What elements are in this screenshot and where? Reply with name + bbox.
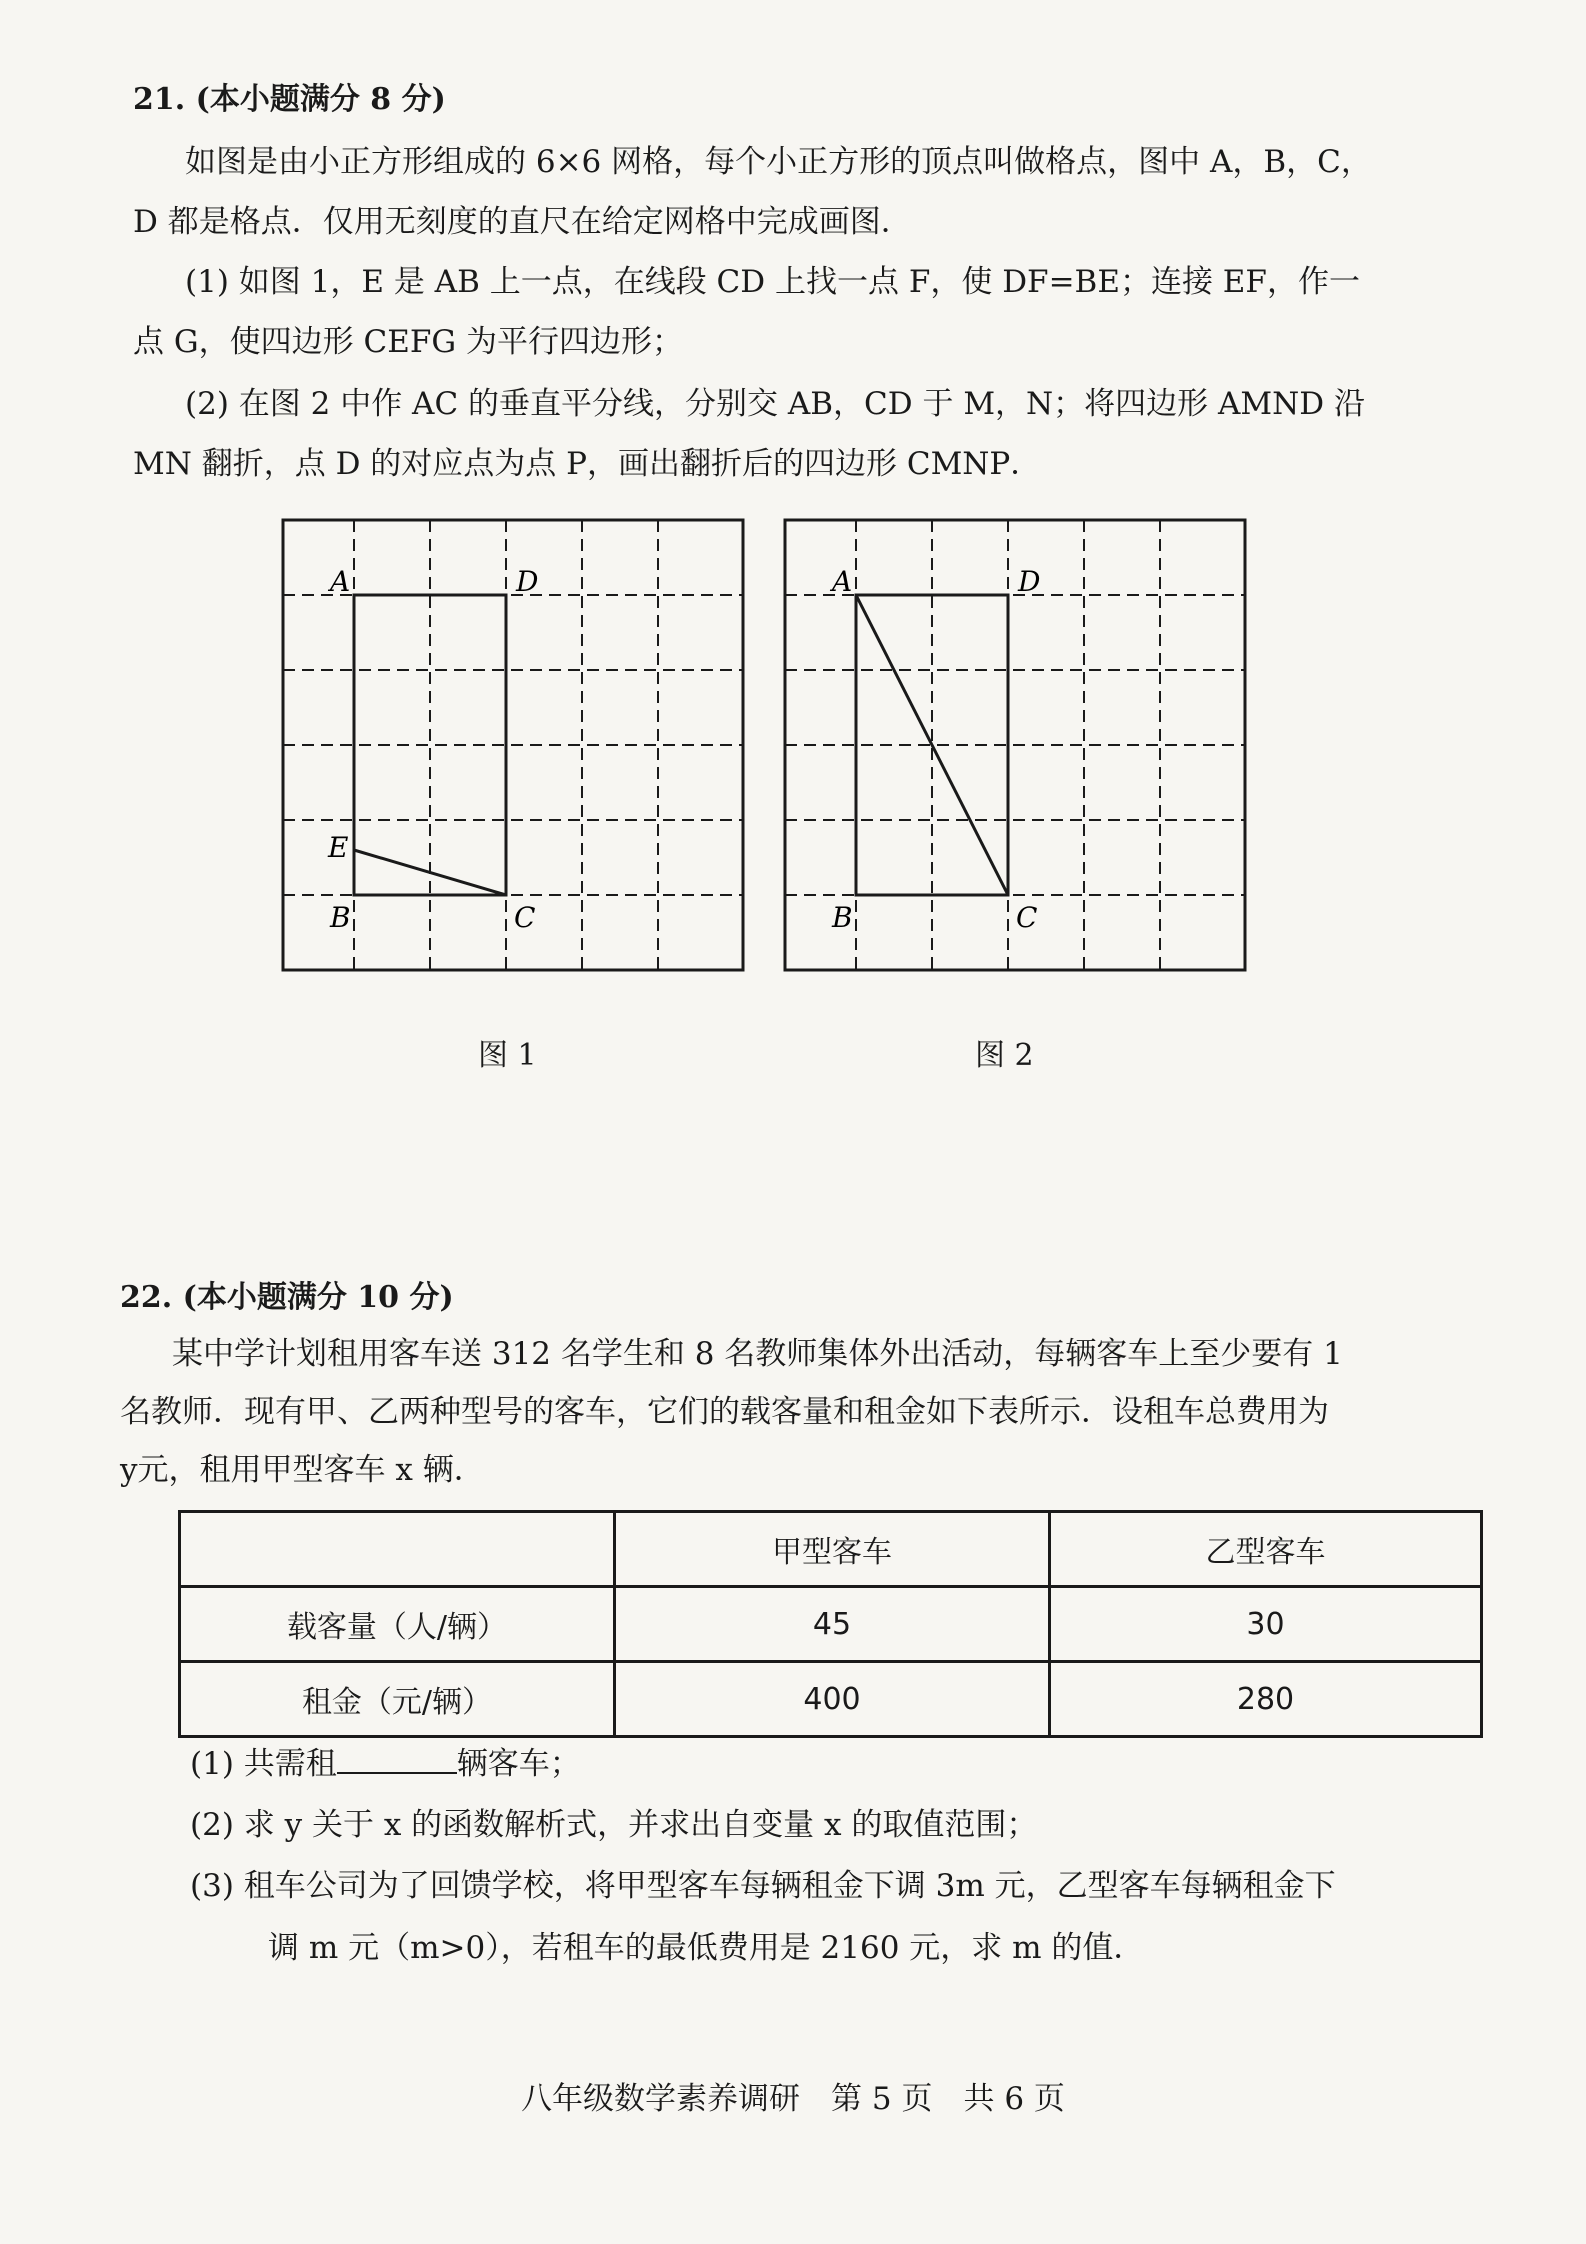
table-header-cell: 乙型客车 [1050, 1512, 1482, 1587]
label-e: E [328, 831, 349, 864]
label-a: A [832, 565, 853, 598]
q22-text-line-3: y元，租用甲型客车 x 辆． [120, 1452, 485, 1488]
figure-1-caption: 图 1 [478, 1038, 537, 1073]
table-header-cell [180, 1512, 615, 1587]
label-b: B [330, 901, 351, 934]
q21-heading: 21. (本小题满分 8 分) [133, 82, 446, 117]
table-row [180, 1662, 1482, 1737]
q21-text-line-2: D 都是格点．仅用无刻度的直尺在给定网格中完成画图． [133, 204, 912, 240]
table-cell: 载客量（人/辆） [180, 1587, 615, 1662]
q21-part2-line-2: MN 翻折，点 D 的对应点为点 P，画出翻折后的四边形 CMNP． [133, 446, 1042, 482]
figure-2-grid [780, 515, 1250, 975]
answer-blank[interactable] [337, 1742, 457, 1774]
q22-part1-prefix: (1) 共需租 [190, 1746, 337, 1782]
q21-part1-line-2: 点 G，使四边形 CEFG 为平行四边形； [133, 324, 683, 360]
label-c: C [514, 901, 536, 934]
q21-part2-line-1: (2) 在图 2 中作 AC 的垂直平分线，分别交 AB，CD 于 M，N；将四边形 AMND 沿 [185, 386, 1365, 422]
table-cell: 280 [1050, 1662, 1482, 1737]
q22-part3-line-2: 调 m 元（m>0），若租车的最低费用是 2160 元，求 m 的值． [268, 1930, 1145, 1966]
q22-part2: (2) 求 y 关于 x 的函数解析式，并求出自变量 x 的取值范围； [190, 1807, 1038, 1843]
table-header-cell: 甲型客车 [615, 1512, 1050, 1587]
table-cell: 30 [1050, 1587, 1482, 1662]
q21-text-line-1: 如图是由小正方形组成的 6×6 网格，每个小正方形的顶点叫做格点，图中 A，B，C， [185, 144, 1372, 180]
table-row [180, 1587, 1482, 1662]
q22-part1-suffix: 辆客车； [456, 1746, 581, 1782]
label-d: D [516, 565, 539, 598]
table-cell: 租金（元/辆） [180, 1662, 615, 1737]
q22-text-line-2: 名教师．现有甲、乙两种型号的客车，它们的载客量和租金如下表所示．设租车总费用为 [120, 1394, 1329, 1430]
grid-dashed-lines [785, 520, 1245, 970]
figure-2-caption: 图 2 [975, 1038, 1034, 1073]
q22-part1 [190, 1742, 581, 1784]
page-footer: 八年级数学素养调研 第 5 页 共 6 页 [521, 2081, 1065, 2117]
table-header-row [180, 1512, 1482, 1587]
q21-part1-line-1: (1) 如图 1，E 是 AB 上一点，在线段 CD 上找一点 F，使 DF=BE；连接 EF，作一 [185, 264, 1360, 300]
label-c: C [1016, 901, 1038, 934]
table-cell: 400 [615, 1662, 1050, 1737]
label-d: D [1018, 565, 1041, 598]
label-b: B [832, 901, 853, 934]
q22-part3-line-1: (3) 租车公司为了回馈学校，将甲型客车每辆租金下调 3m 元，乙型客车每辆租金下 [190, 1868, 1336, 1904]
q22-text-line-1: 某中学计划租用客车送 312 名学生和 8 名教师集体外出活动，每辆客车上至少要有 1 [172, 1336, 1343, 1372]
grid-dashed-lines [283, 520, 743, 970]
q22-heading: 22. (本小题满分 10 分) [120, 1280, 454, 1315]
label-a: A [330, 565, 351, 598]
bus-info-table [178, 1510, 1483, 1738]
table-cell: 45 [615, 1587, 1050, 1662]
figure-1-grid [278, 515, 748, 975]
